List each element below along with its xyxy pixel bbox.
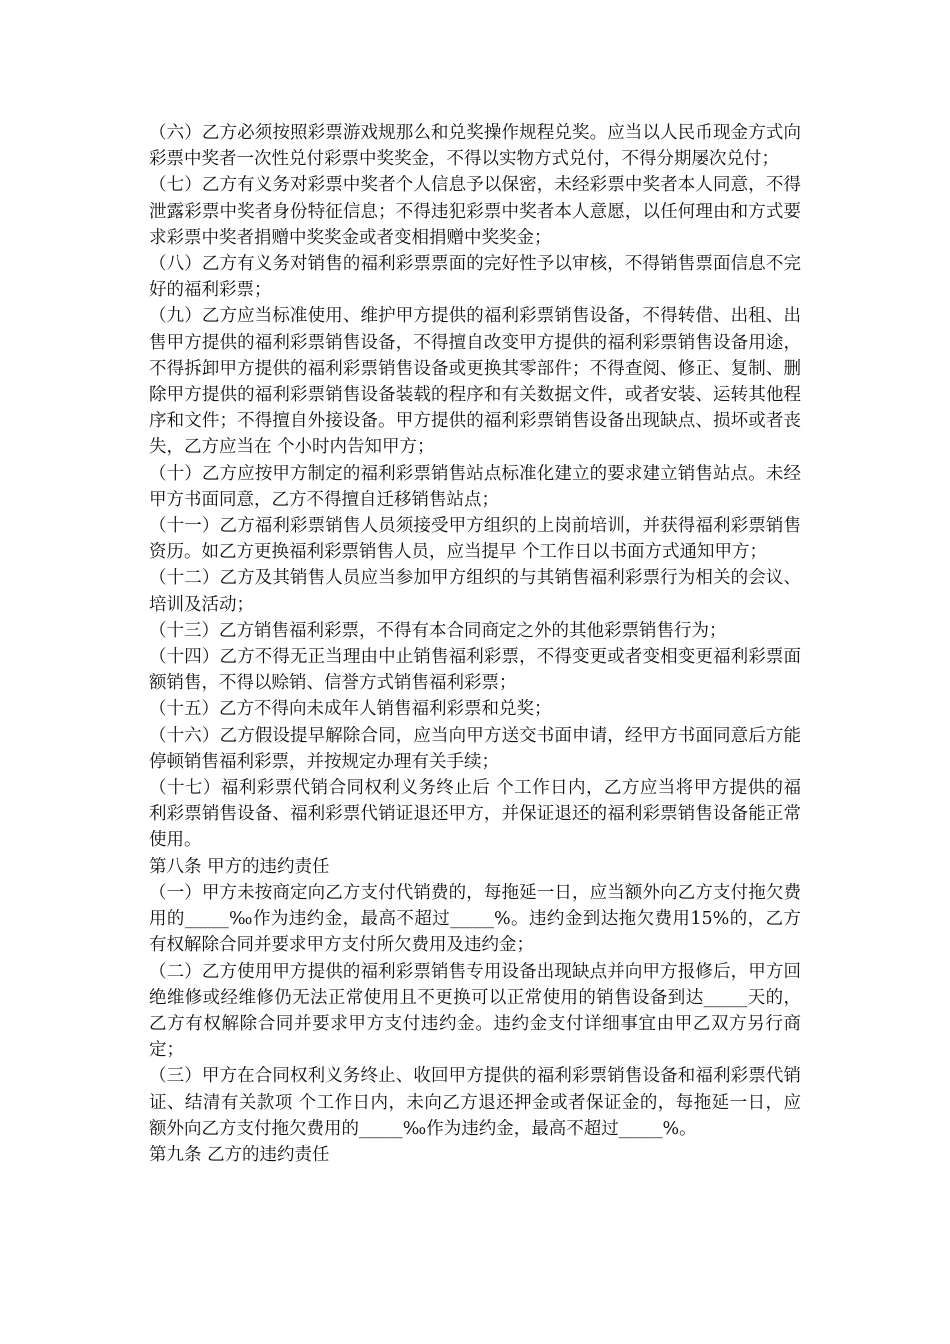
clause-16: （十六）乙方假设提早解除合同，应当向甲方送交书面申请，经甲方书面同意后方能停顿销售福利彩票，并按规定办理有关手续； bbox=[149, 725, 801, 772]
clause-9: （九）乙方应当标准使用、维护甲方提供的福利彩票销售设备，不得转借、出租、出售甲方提供的福利彩票销售设备，不得擅自改变甲方提供的福利彩票销售设备用途，不得拆卸甲方提供的福利彩票销售设备或更换其零部件；不得查阅、修正、复制、删除甲方提供的福利彩票销售设备装载的程序和有关数据文件，或者安装、运转其他程序和文件；不得擅自外接设备。甲方提供的福利彩票销售设备出现缺点、损坏或者丧失，乙方应当在 个小时内告知甲方； bbox=[149, 306, 801, 458]
clause-14: （十四）乙方不得无正当理由中止销售福利彩票，不得变更或者变相变更福利彩票面额销售，不得以赊销、信誉方式销售福利彩票； bbox=[149, 647, 801, 694]
clause-12: （十二）乙方及其销售人员应当参加甲方组织的与其销售福利彩票行为相关的会议、培训及活动； bbox=[149, 568, 801, 615]
clause-11: （十一）乙方福利彩票销售人员须接受甲方组织的上岗前培训，并获得福利彩票销售资历。如乙方更换福利彩票销售人员，应当提早 个工作日以书面方式通知甲方； bbox=[149, 516, 801, 563]
section-8-clause-2: （二）乙方使用甲方提供的福利彩票销售专用设备出现缺点并向甲方报修后，甲方回绝维修或经维修仍无法正常使用且不更换可以正常使用的销售设备到达_____天的，乙方有权解除合同并要求甲方支付违约金。违约金支付详细事宜由甲乙双方另行商定； bbox=[149, 961, 801, 1061]
clause-10: （十）乙方应按甲方制定的福利彩票销售站点标准化建立的要求建立销售站点。未经甲方书面同意，乙方不得擅自迁移销售站点； bbox=[149, 463, 801, 510]
section-8-title: 第八条 甲方的违约责任 bbox=[149, 856, 330, 877]
document-page bbox=[149, 120, 801, 1168]
clause-8: （八）乙方有义务对销售的福利彩票票面的完好性予以审核，不得销售票面信息不完好的福利彩票； bbox=[149, 254, 801, 301]
clause-17: （十七）福利彩票代销合同权利义务终止后 个工作日内，乙方应当将甲方提供的福利彩票销售设备、福利彩票代销证退还甲方，并保证退还的福利彩票销售设备能正常使用。 bbox=[149, 778, 801, 851]
section-8-clause-3: （三）甲方在合同权利义务终止、收回甲方提供的福利彩票销售设备和福利彩票代销证、结清有关款项 个工作日内，未向乙方退还押金或者保证金的，每拖延一日，应额外向乙方支付拖欠费用的_____‰作为违约金，最高不超过_____%。 bbox=[149, 1066, 801, 1139]
clause-15: （十五）乙方不得向未成年人销售福利彩票和兑奖； bbox=[149, 699, 552, 720]
section-8-clause-1: （一）甲方未按商定向乙方支付代销费的，每拖延一日，应当额外向乙方支付拖欠费用的_____‰作为违约金，最高不超过_____%。违约金到达拖欠费用15%的，乙方有权解除合同并要求甲方支付所欠费用及违约金； bbox=[149, 882, 801, 956]
clause-13: （十三）乙方销售福利彩票，不得有本合同商定之外的其他彩票销售行为； bbox=[149, 620, 727, 641]
clause-6: （六）乙方必须按照彩票游戏规那么和兑奖操作规程兑奖。应当以人民币现金方式向彩票中奖者一次性兑付彩票中奖奖金，不得以实物方式兑付，不得分期屡次兑付； bbox=[149, 123, 801, 170]
clause-7: （七）乙方有义务对彩票中奖者个人信息予以保密，未经彩票中奖者本人同意，不得泄露彩票中奖者身份特征信息；不得违犯彩票中奖者本人意愿，以任何理由和方式要求彩票中奖者捐赠中奖奖金或者变相捐赠中奖奖金； bbox=[149, 175, 801, 248]
section-9-title: 第九条 乙方的违约责任 bbox=[149, 1144, 330, 1165]
